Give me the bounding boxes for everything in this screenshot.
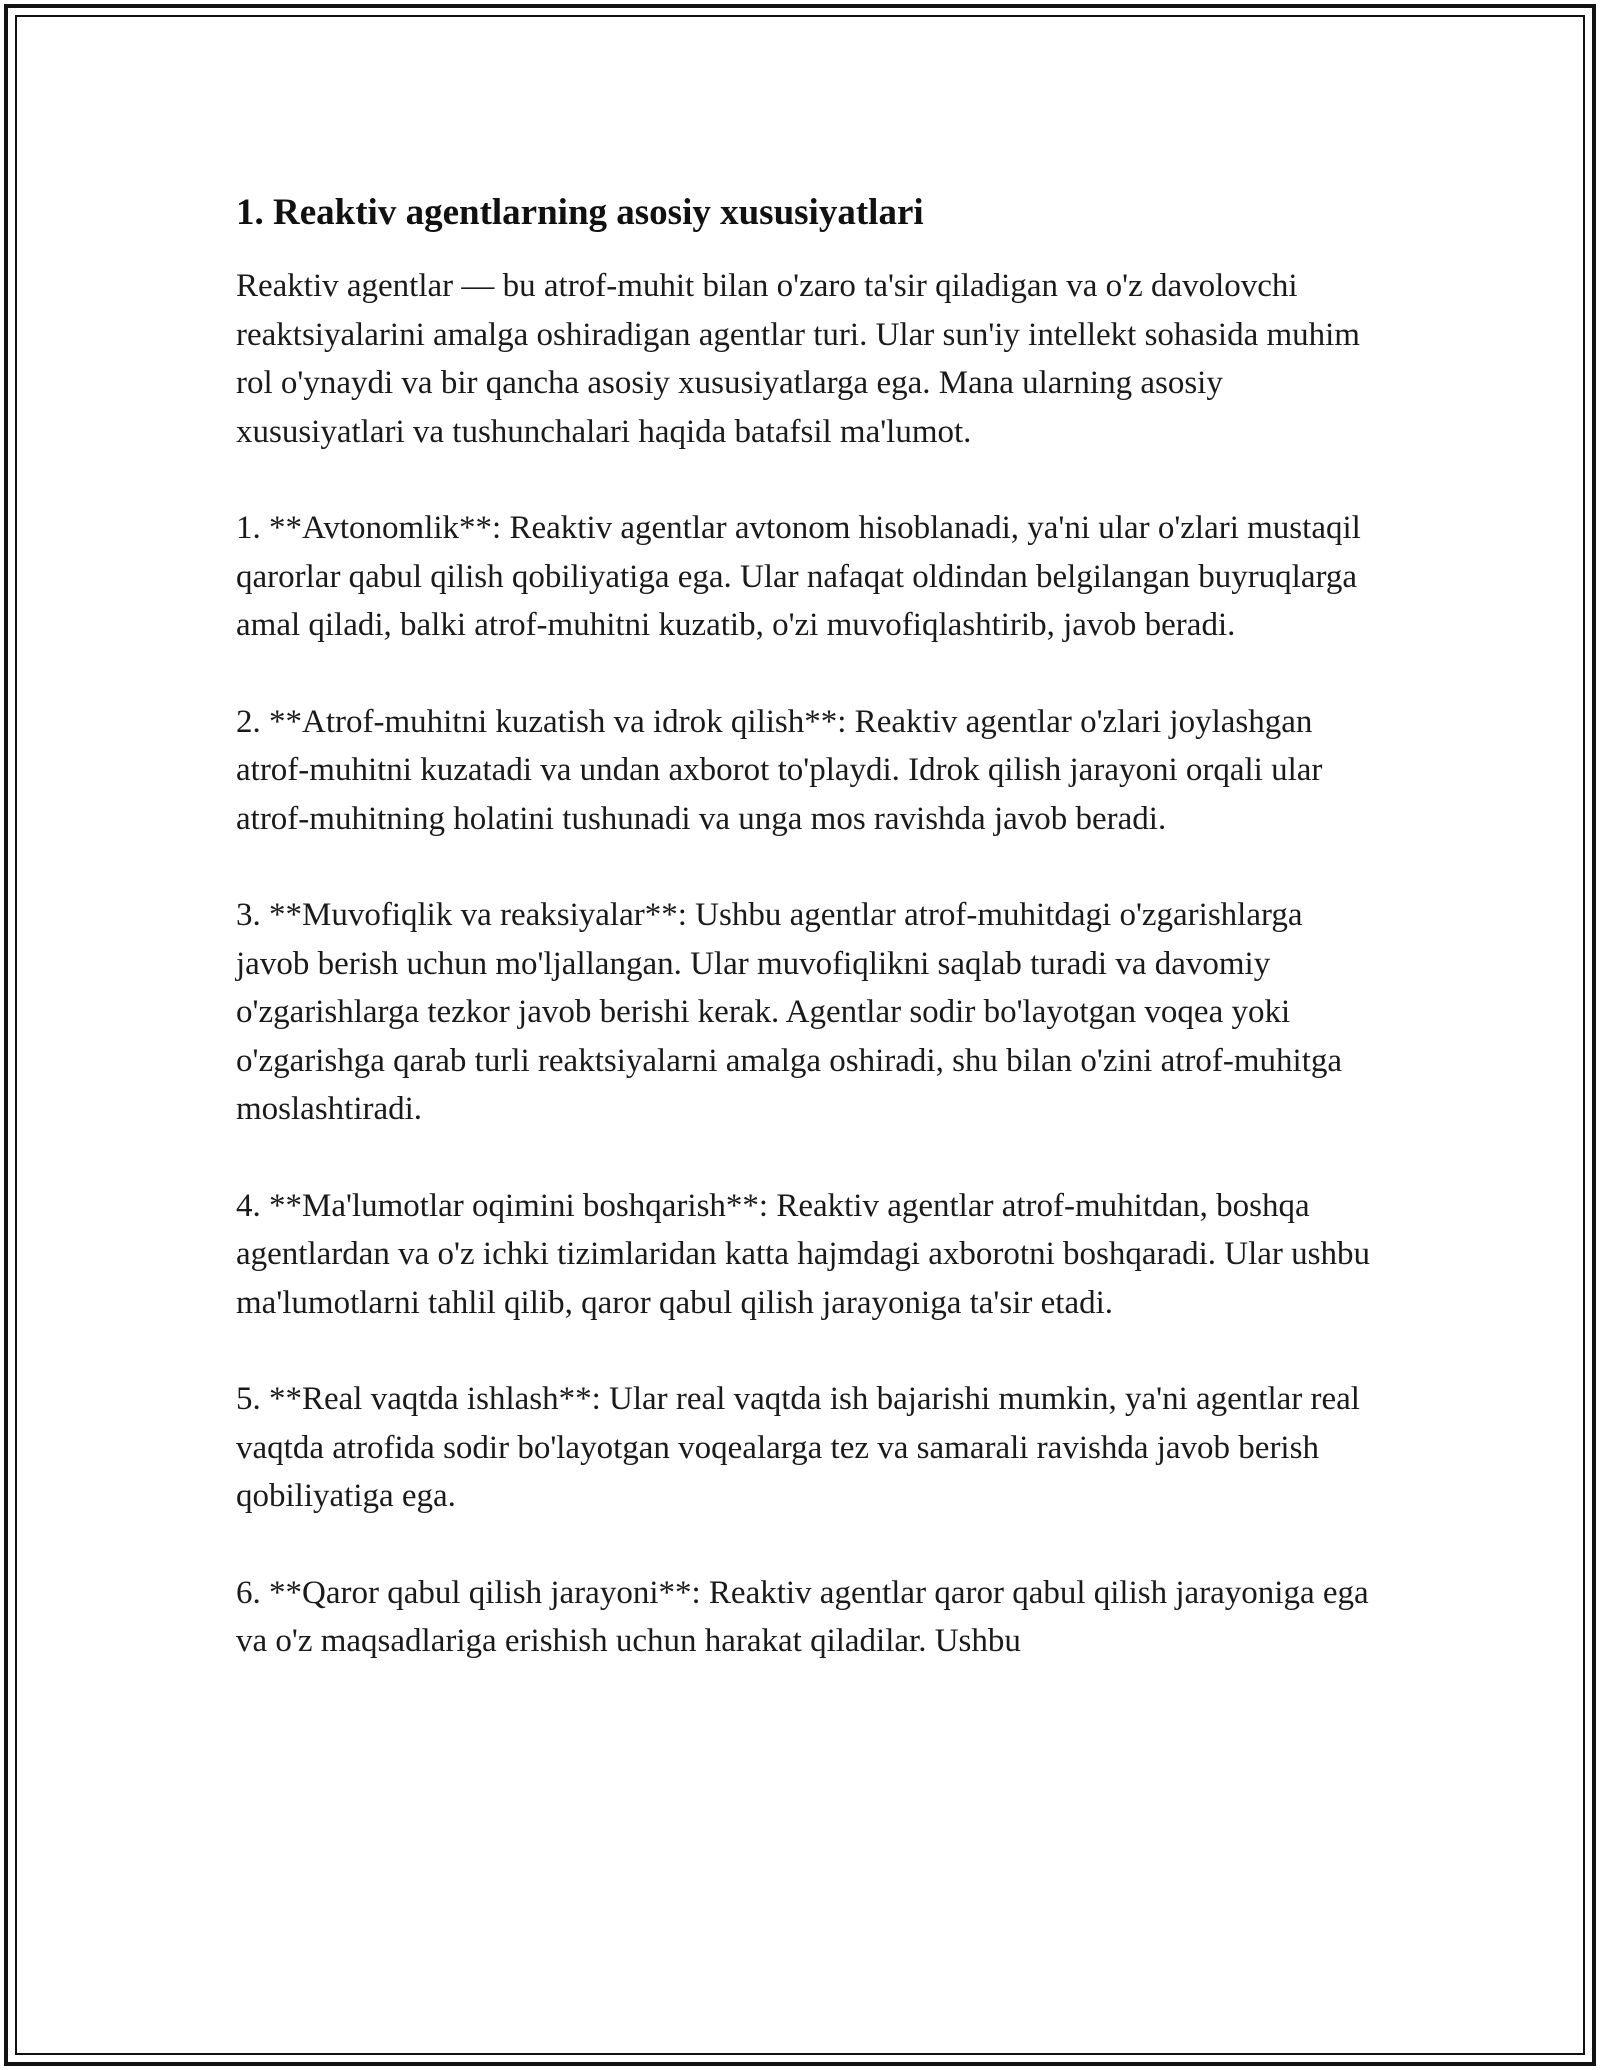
list-item-kuzatish: 2. **Atrof-muhitni kuzatish va idrok qilish**: Reaktiv agentlar o'zlari joylashgan atrof-muhitni kuzatadi va undan axborot to'playdi. Idrok qilish jarayoni orqali ular atrof-muhitning holatini tushunadi va unga mos ravishda javob beradi. bbox=[236, 703, 1323, 837]
list-item-avtonomlik: 1. **Avtonomlik**: Reaktiv agentlar avtonom hisoblanadi, ya'ni ular o'zlari mustaqil qarorlar qabul qilish qobiliyatiga ega. Ular nafaqat oldindan belgilangan buyruqlarga amal qiladi, balki atrof-muhitni kuzatib, o'zi muvofiqlashtirib, javob beradi. bbox=[236, 510, 1361, 643]
list-item-malumotlar: 4. **Ma'lumotlar oqimini boshqarish**: Reaktiv agentlar atrof-muhitdan, boshqa agentlardan va o'z ichki tizimlaridan katta hajmdagi axborotni boshqaradi. Ular ushbu ma'lumotlarni tahlil qilib, qaror qabul qilish jarayoniga ta'sir etadi. bbox=[236, 1187, 1371, 1321]
document-title: 1. Reaktiv agentlarning asosiy xususiyatlari bbox=[236, 192, 924, 233]
list-item-real-vaqt: 5. **Real vaqtda ishlash**: Ular real vaqtda ish bajarishi mumkin, ya'ni agentlar real vaqtda atrofida sodir bo'layotgan voqealarga tez va samarali ravishda javob berish qobiliyatiga ega. bbox=[236, 1381, 1360, 1514]
document-body bbox=[236, 186, 1376, 1666]
list-item-qaror: 6. **Qaror qabul qilish jarayoni**: Reaktiv agentlar qaror qabul qilish jarayoniga ega va o'z maqsadlariga erishish uchun harakat qiladilar. Ushbu bbox=[236, 1574, 1369, 1659]
intro-paragraph: Reaktiv agentlar — bu atrof-muhit bilan o'zaro ta'sir qiladigan va o'z davolovchi reaktsiyalarini amalga oshiradigan agentlar turi. Ular sun'iy intellekt sohasida muhim rol o'ynaydi va bir qancha asosiy xususiyatlarga ega. Mana ularning asosiy xususiyatlari va tushunchalari haqida batafsil ma'lumot. bbox=[236, 268, 1360, 450]
list-item-muvofiqlik: 3. **Muvofiqlik va reaksiyalar**: Ushbu agentlar atrof-muhitdagi o'zgarishlarga javob berish uchun mo'ljallangan. Ular muvofiqlikni saqlab turadi va davomiy o'zgarishlarga tezkor javob berishi kerak. Agentlar sodir bo'layotgan voqea yoki o'zgarishga qarab turli reaktsiyalarni amalga oshiradi, shu bilan o'zini atrof-muhitga moslashtiradi. bbox=[236, 897, 1343, 1127]
